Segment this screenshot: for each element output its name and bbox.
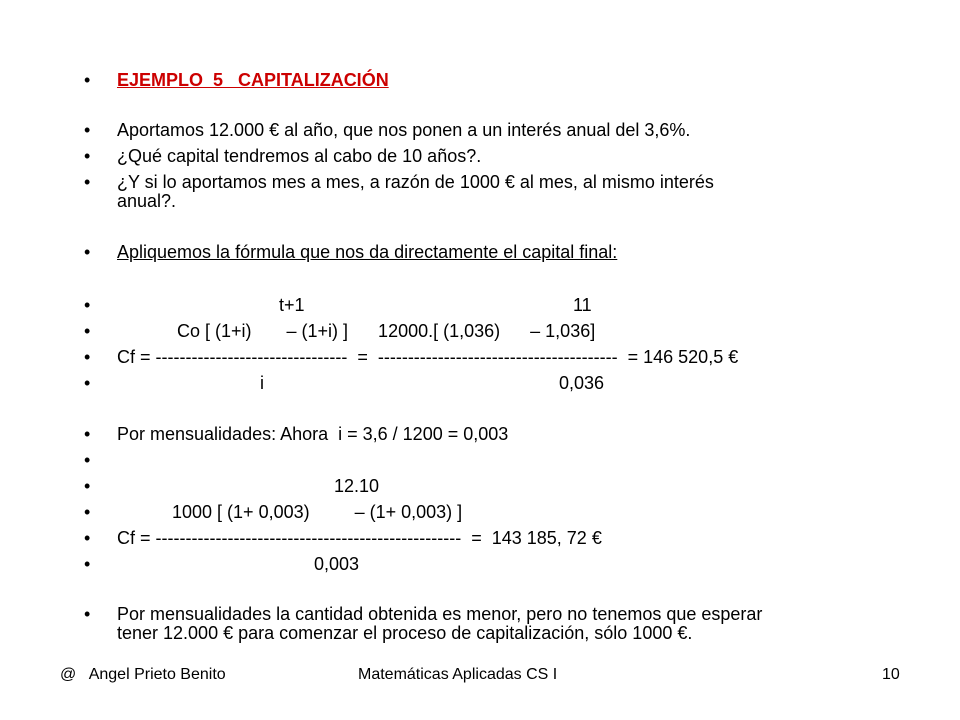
footer-author: @ Angel Prieto Benito <box>60 666 226 683</box>
formula-intro-text: Apliquemos la fórmula que nos da directamente el capital final: <box>117 242 618 262</box>
formula2-numerator: 1000 [ (1+ 0,003) – (1+ 0,003) ] <box>172 502 463 522</box>
bullet-dot: • <box>84 450 91 470</box>
question-2-text-cont: anual?. <box>117 191 177 211</box>
monthly-rate-text: Por mensualidades: Ahora i = 3,6 / 1200 = 0,003 <box>117 424 509 444</box>
bullet-dot: • <box>84 295 91 315</box>
bullet-dot: • <box>84 502 91 522</box>
bullet-dot: • <box>84 120 91 140</box>
bullet-dot: • <box>84 321 91 341</box>
statement-text: Aportamos 12.000 € al año, que nos ponen a un interés anual del 3,6%. <box>117 120 691 140</box>
footer-course: Matemáticas Aplicadas CS I <box>358 666 558 683</box>
bullet-dot: • <box>84 70 91 90</box>
example-title: EJEMPLO 5 CAPITALIZACIÓN <box>117 70 389 90</box>
bullet-dot: • <box>84 528 91 548</box>
bullet-dot: • <box>84 604 91 624</box>
formula1-numerator: Co [ (1+i) – (1+i) ] 12000.[ (1,036) – 1,036] <box>177 321 596 341</box>
formula2-exponent: 12.10 <box>334 476 380 496</box>
bullet-dot: • <box>84 424 91 444</box>
bullet-dot: • <box>84 146 91 166</box>
question-2-text: ¿Y si lo aportamos mes a mes, a razón de 1000 € al mes, al mismo interés <box>117 172 714 192</box>
formula1-exponent: t+1 <box>279 295 305 315</box>
formula1-denominator: i <box>260 373 264 393</box>
formula2-denominator: 0,003 <box>314 554 360 574</box>
bullet-dot: • <box>84 172 91 192</box>
bullet-dot: • <box>84 347 91 367</box>
formula1-denominator-2: 0,036 <box>559 373 605 393</box>
footer-page-number: 10 <box>882 666 900 683</box>
conclusion-text-cont: tener 12.000 € para comenzar el proceso de capitalización, sólo 1000 €. <box>117 623 693 643</box>
bullet-dot: • <box>84 554 91 574</box>
formula1-main: Cf = -------------------------------- = ---------------------------------------- = 146 520,5 € <box>117 347 739 367</box>
conclusion-text: Por mensualidades la cantidad obtenida es menor, pero no tenemos que esperar <box>117 604 763 624</box>
bullet-dot: • <box>84 476 91 496</box>
question-1-text: ¿Qué capital tendremos al cabo de 10 años?. <box>117 146 482 166</box>
formula1-exponent-2: 11 <box>573 295 592 315</box>
formula2-main: Cf = --------------------------------------------------- = 143 185, 72 € <box>117 528 602 548</box>
bullet-dot: • <box>84 373 91 393</box>
bullet-dot: • <box>84 242 91 262</box>
